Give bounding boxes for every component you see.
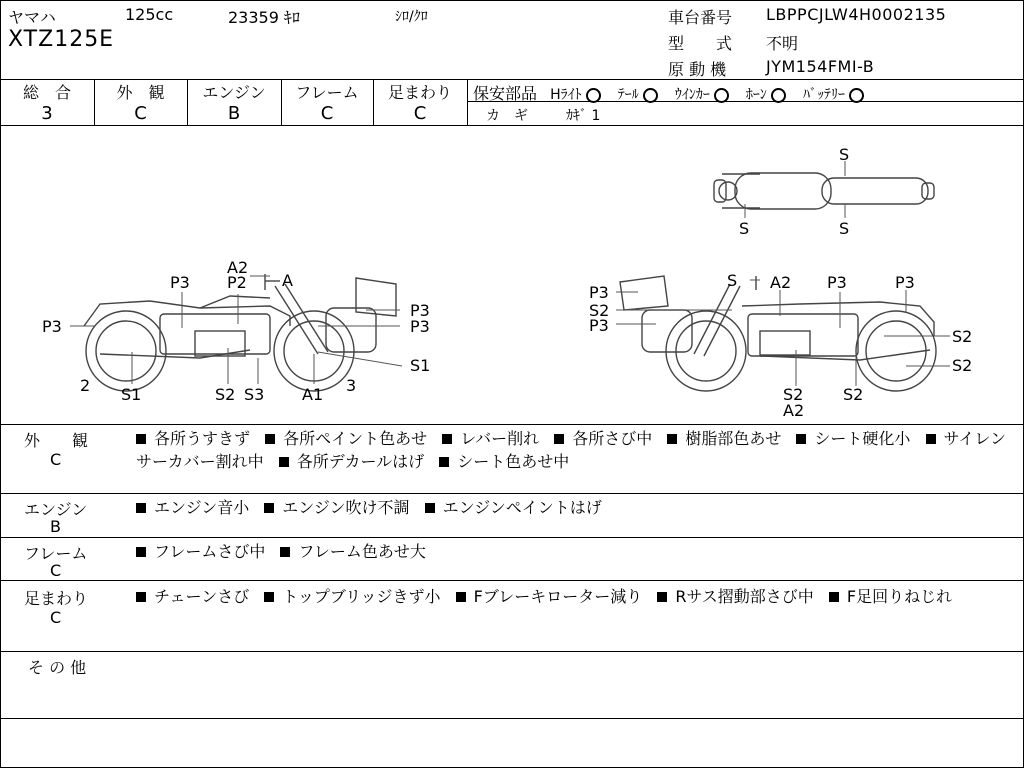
bullet-square-icon	[425, 503, 435, 513]
damage-label: P3	[589, 283, 609, 302]
damage-label: P2	[227, 273, 247, 292]
grade-label: エンジン	[202, 83, 266, 102]
remark-grade: C	[50, 450, 62, 469]
grade-overall	[0, 80, 94, 124]
damage-label: S1	[121, 385, 142, 404]
remark-grade: C	[50, 608, 62, 627]
bullet-square-icon	[264, 592, 274, 602]
grade-exterior	[94, 80, 187, 124]
remark-grade: B	[50, 517, 61, 536]
damage-label: P3	[410, 301, 430, 320]
remark-category: 足まわり	[24, 589, 89, 608]
damage-label: S3	[244, 385, 265, 404]
damage-label: S2	[589, 301, 610, 320]
safety-item-winker: ｳｲﾝｶｰ	[675, 87, 735, 103]
bike-top-view-icon	[714, 173, 934, 209]
other-label: そ の 他	[28, 658, 87, 677]
damage-label: S2	[952, 356, 973, 375]
top-view-labels	[739, 145, 849, 238]
diagram-bottom-line	[0, 424, 1024, 425]
damage-label: P3	[895, 273, 915, 292]
frame-no-label: 車台番号	[668, 8, 733, 27]
ok-circle-icon	[586, 88, 601, 103]
grade-value: C	[134, 103, 147, 124]
bullet-square-icon	[657, 592, 667, 602]
safety-item-battery: ﾊﾞｯﾃﾘｰ	[803, 87, 870, 103]
ok-circle-icon	[849, 88, 864, 103]
remark-items: フレームさび中 フレーム色あせ大	[136, 540, 1016, 563]
damage-label: P3	[827, 273, 847, 292]
damage-label: S2	[783, 385, 804, 404]
remark-items: エンジン音小 エンジン吹け不調 エンジンペイントはげ	[136, 496, 1016, 519]
damage-label: P3	[589, 316, 609, 335]
safety-parts-row	[473, 81, 870, 104]
damage-label: S2	[952, 327, 973, 346]
bullet-square-icon	[279, 457, 289, 467]
displacement: 125cc	[125, 5, 174, 24]
safety-label: 保安部品	[473, 84, 538, 103]
bullet-square-icon	[264, 503, 274, 513]
safety-item-horn: ﾎｰﾝ	[746, 87, 792, 103]
grade-value: B	[227, 103, 241, 124]
grade-value: 3	[41, 103, 53, 124]
bullet-square-icon	[136, 547, 146, 557]
remark-category: 外 観	[24, 431, 89, 450]
grade-label: 足まわり	[387, 83, 452, 102]
damage-pointer-lines	[70, 161, 950, 386]
damage-label: P3	[410, 317, 430, 336]
bullet-square-icon	[667, 434, 677, 444]
bullet-square-icon	[439, 457, 449, 467]
frame-no: LBPPCJLW4H0002135	[766, 5, 947, 24]
damage-label: S	[839, 145, 850, 164]
damage-label: S2	[843, 385, 864, 404]
bullet-square-icon	[554, 434, 564, 444]
bullet-square-icon	[442, 434, 452, 444]
color: ｼﾛ/ｸﾛ	[395, 9, 428, 25]
damage-label: S2	[215, 385, 236, 404]
engine-no-label: 原 動 機	[668, 60, 727, 79]
damage-label: S1	[410, 356, 431, 375]
remark-category: エンジン	[24, 500, 88, 519]
key-value: ｶｷﾞ 1	[566, 108, 601, 124]
engine-no: JYM154FMI-B	[766, 57, 875, 76]
bullet-square-icon	[926, 434, 936, 444]
damage-label: P3	[170, 273, 190, 292]
remark-category: フレーム	[24, 544, 88, 563]
right-side-labels	[589, 271, 972, 420]
damage-label: S	[839, 219, 850, 238]
damage-label: A2	[783, 401, 805, 420]
type-label: 型 式	[668, 34, 733, 53]
key-label: カ ギ	[486, 108, 528, 124]
bullet-square-icon	[136, 434, 146, 444]
grade-frame	[281, 80, 373, 124]
bike-right-side-icon	[620, 276, 936, 391]
model-name: XTZ125E	[8, 27, 115, 52]
maker: ヤマハ	[8, 8, 56, 27]
bullet-square-icon	[829, 592, 839, 602]
damage-label: A2	[227, 258, 249, 277]
damage-label: A2	[770, 273, 792, 292]
grade-value: C	[413, 103, 427, 124]
bullet-square-icon	[265, 434, 275, 444]
remark-items: 各所うすきず 各所ペイント色あせ レバー削れ 各所さび中 樹脂部色あせ シート硬化小 サイレンサーカバー割れ中 各所デカールはげ シート色あせ中	[136, 429, 1007, 471]
bullet-square-icon	[280, 547, 290, 557]
bullet-square-icon	[456, 592, 466, 602]
damage-label: A1	[302, 385, 324, 404]
ok-circle-icon	[643, 88, 658, 103]
bullet-square-icon	[796, 434, 806, 444]
remark-grade: C	[50, 561, 62, 580]
grade-label: フレーム	[295, 83, 359, 102]
grade-label: 総 合	[22, 83, 71, 102]
remark-items: チェーンさび トップブリッジきず小 Fブレーキローター減り Rサス摺動部さび中 F足回りねじれ	[136, 585, 1016, 608]
bullet-square-icon	[136, 503, 146, 513]
mileage: 23359 ｷﾛ	[228, 8, 300, 27]
damage-label: 2	[80, 376, 91, 395]
damage-label: S	[739, 219, 750, 238]
safety-item-headlight: Hﾗｲﾄ	[550, 87, 607, 103]
grade-label: 外 観	[116, 83, 165, 102]
damage-label: P3	[42, 317, 62, 336]
grade-suspension	[373, 80, 467, 124]
bullet-square-icon	[136, 592, 146, 602]
ok-circle-icon	[771, 88, 786, 103]
ok-circle-icon	[714, 88, 729, 103]
damage-label: S	[727, 271, 738, 290]
bike-damage-diagram	[0, 126, 1024, 424]
grade-engine	[187, 80, 281, 124]
type-value: 不明	[766, 34, 799, 53]
grade-value: C	[320, 103, 334, 124]
damage-label: 3	[346, 376, 357, 395]
damage-label: A	[282, 271, 293, 290]
safety-item-tail: ﾃｰﾙ	[618, 87, 664, 103]
